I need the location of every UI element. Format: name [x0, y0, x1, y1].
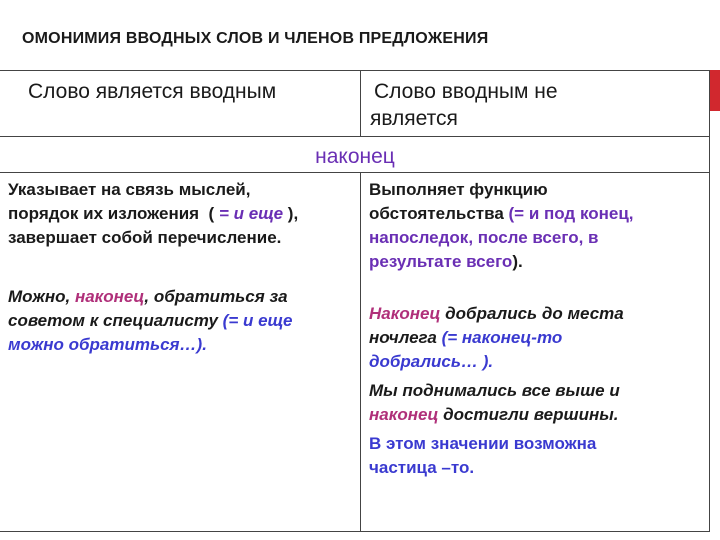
column-divider-top	[360, 70, 361, 136]
left-ex-line3: можно обратиться…).	[8, 335, 207, 354]
right-ex2-line2-a: наконец	[369, 405, 439, 424]
right-def-line4	[369, 250, 709, 274]
left-def-line1: Указывает на связь мыслей,	[8, 180, 251, 199]
left-def-line2-a: порядок их изложения (	[8, 204, 219, 223]
left-def-line2-c: ),	[283, 204, 299, 223]
right-def-line1: Выполняет функцию	[369, 180, 548, 199]
right-def-line4-b: ).	[512, 252, 523, 271]
right-definition	[369, 178, 709, 274]
right-example-2	[369, 379, 709, 427]
left-ex-line2	[8, 309, 358, 333]
left-ex-line2-a: советом к специалисту	[8, 311, 223, 330]
right-ex2-line2	[369, 403, 709, 427]
right-ex1-line1-a: Наконец	[369, 304, 441, 323]
right-def-line4-a: результате всего	[369, 252, 513, 271]
left-example	[8, 285, 358, 357]
left-def-line2	[8, 202, 358, 226]
word-divider	[0, 172, 710, 173]
col1-header: Слово является вводным	[28, 80, 277, 103]
note-line2: частица –то.	[369, 458, 475, 477]
right-ex1-line2	[369, 326, 709, 350]
right-ex1-line1	[369, 302, 709, 326]
right-def-line3: напоследок, после всего, в	[369, 228, 599, 247]
right-ex1-line2-a: ночлега	[369, 328, 442, 347]
accent-bar	[710, 70, 720, 111]
right-def-line2-a: обстоятельства	[369, 204, 509, 223]
left-ex-line2-b: (= и еще	[222, 311, 293, 330]
col2-header-line2: является	[370, 107, 458, 130]
left-def-line3: завершает собой перечисление.	[8, 228, 282, 247]
left-ex-line1-b: наконец	[74, 287, 145, 306]
header-divider	[0, 136, 710, 137]
col2-header	[370, 78, 558, 132]
right-def-line2-b: (= и под конец,	[508, 204, 634, 223]
right-def-line2	[369, 202, 709, 226]
left-ex-line1-c: , обратиться за	[144, 287, 288, 306]
left-definition	[8, 178, 358, 250]
right-ex1-line3: добрались… ).	[369, 352, 494, 371]
right-ex1-line2-b: (= наконец-то	[441, 328, 563, 347]
word-row: наконец	[315, 145, 395, 168]
right-example-1	[369, 302, 709, 374]
left-def-line2-b: = и еще	[218, 204, 284, 223]
slide-title: ОМОНИМИЯ ВВОДНЫХ СЛОВ И ЧЛЕНОВ ПРЕДЛОЖЕНИЯ	[22, 30, 489, 47]
right-ex2-line1: Мы поднимались все выше и	[369, 381, 620, 400]
left-ex-line1	[8, 285, 358, 309]
left-ex-line1-a: Можно,	[8, 287, 75, 306]
col2-header-line1: Слово вводным не	[374, 80, 558, 103]
right-ex1-line1-b: добрались до места	[440, 304, 624, 323]
column-divider-bottom	[360, 172, 361, 532]
right-ex2-line2-b: достигли вершины.	[438, 405, 619, 424]
note-line1: В этом значении возможна	[369, 434, 597, 453]
particle-note	[369, 432, 709, 480]
